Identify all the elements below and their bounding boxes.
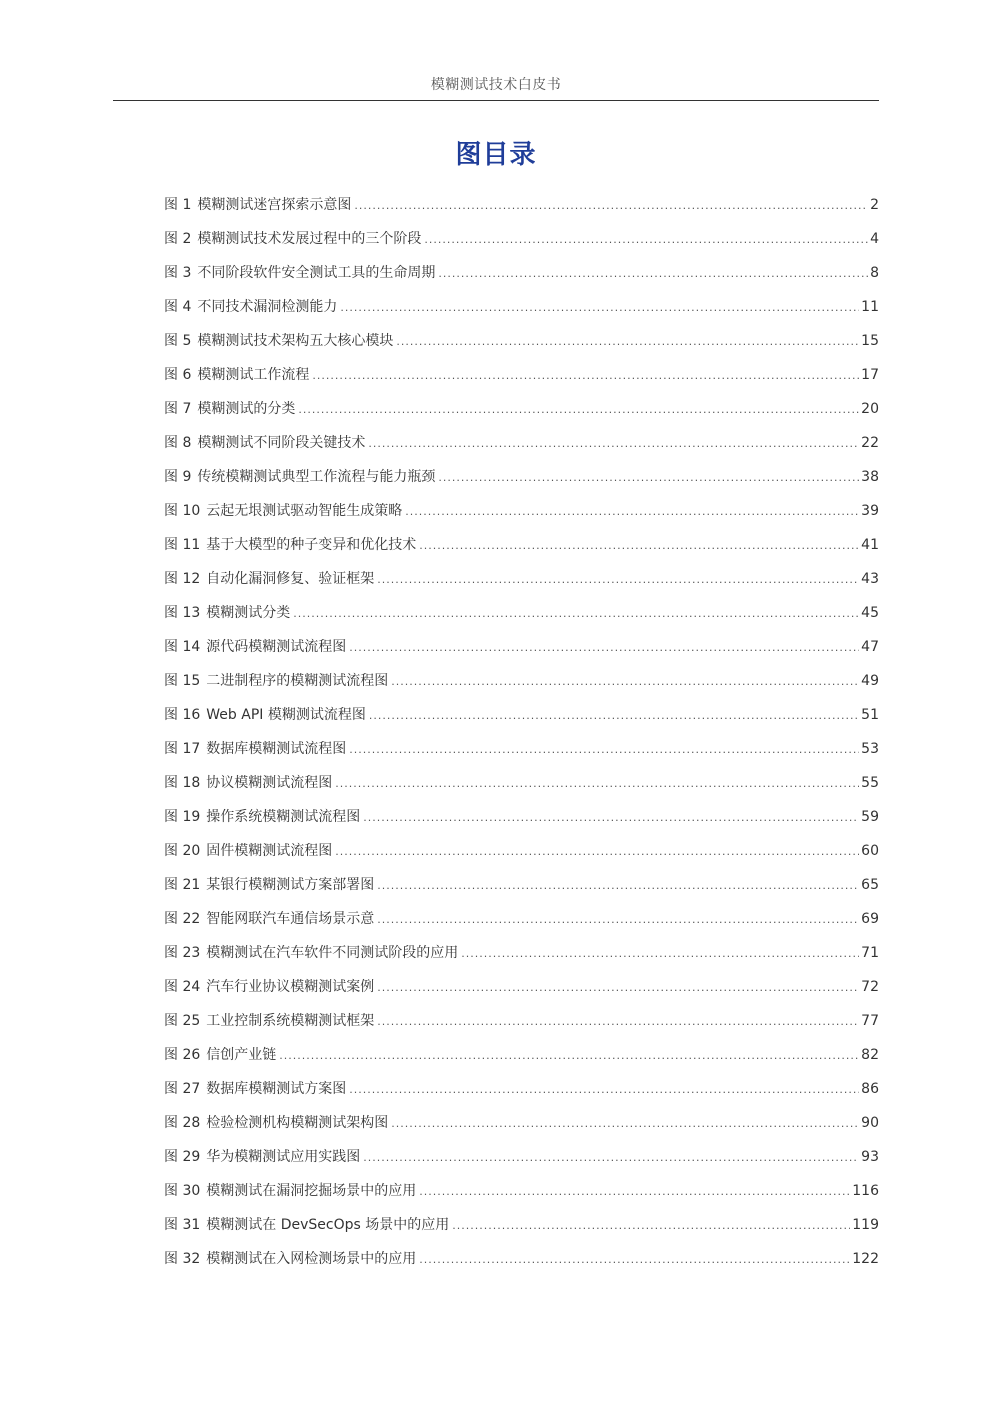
toc-entry-label [164,874,374,896]
toc-entry[interactable] [164,738,879,772]
toc-figure-number: 图 30 [164,1183,201,1199]
toc-dot-leader [419,1181,850,1203]
toc-entry[interactable] [164,908,879,942]
toc-dot-leader [349,637,859,659]
toc-entry[interactable] [164,1112,879,1146]
toc-figure-title: 自动化漏洞修复、验证框架 [206,571,375,587]
toc-dot-leader [419,535,859,557]
toc-page-number: 69 [861,911,879,927]
toc-entry-label [164,670,388,692]
toc-figure-number: 图 22 [164,911,201,927]
toc-figure-title: 模糊测试的分类 [197,401,296,417]
toc-figure-number: 图 20 [164,843,201,859]
toc-page-number: 20 [861,401,879,417]
toc-entry-label [164,364,309,386]
toc-entry-label [164,704,366,726]
toc-entry[interactable] [164,1146,879,1180]
toc-dot-leader [340,297,859,319]
toc-entry-label [164,738,346,760]
toc-figure-title: 某银行模糊测试方案部署图 [206,877,375,893]
toc-dot-leader [377,875,859,897]
toc-dot-leader [298,399,859,421]
toc-entry[interactable] [164,364,879,398]
toc-page-number: 90 [861,1115,879,1131]
toc-entry-label [164,1180,416,1202]
toc-entry-label [164,976,374,998]
toc-dot-leader [349,739,859,761]
toc-figure-number: 图 23 [164,945,201,961]
toc-dot-leader [377,569,859,591]
toc-dot-leader [312,365,859,387]
toc-entry-label [164,330,393,352]
toc-dot-leader [377,909,859,931]
toc-dot-leader [438,467,859,489]
toc-entry[interactable] [164,466,879,500]
toc-figure-number: 图 18 [164,775,201,791]
toc-page-number: 38 [861,469,879,485]
toc-figure-title: 源代码模糊测试流程图 [206,639,347,655]
toc-page-number: 17 [861,367,879,383]
figure-toc-list [164,194,879,1282]
toc-entry[interactable] [164,772,879,806]
toc-page-number: 2 [870,197,879,213]
toc-figure-number: 图 13 [164,605,201,621]
toc-page-number: 53 [861,741,879,757]
toc-page-number: 55 [861,775,879,791]
toc-entry-label [164,942,458,964]
toc-figure-title: 数据库模糊测试方案图 [206,1081,347,1097]
toc-figure-title: 模糊测试在漏洞挖掘场景中的应用 [206,1183,417,1199]
toc-entry[interactable] [164,1078,879,1112]
toc-entry[interactable] [164,534,879,568]
toc-figure-title: 华为模糊测试应用实践图 [206,1149,361,1165]
toc-entry[interactable] [164,636,879,670]
toc-dot-leader [363,1147,859,1169]
toc-dot-leader [279,1045,859,1067]
toc-figure-title: 模糊测试工作流程 [197,367,310,383]
toc-dot-leader [419,1249,850,1271]
toc-figure-number: 图 2 [164,231,192,247]
toc-page-number: 22 [861,435,879,451]
toc-entry[interactable] [164,942,879,976]
toc-page-number: 43 [861,571,879,587]
toc-figure-title: 不同阶段软件安全测试工具的生命周期 [197,265,436,281]
toc-page-number: 60 [861,843,879,859]
toc-entry[interactable] [164,976,879,1010]
toc-entry[interactable] [164,840,879,874]
toc-entry-label [164,228,421,250]
toc-entry-label [164,806,360,828]
toc-dot-leader [354,195,868,217]
toc-figure-number: 图 4 [164,299,192,315]
toc-figure-title: 模糊测试在入网检测场景中的应用 [206,1251,417,1267]
toc-entry-label [164,602,290,624]
toc-figure-title: 汽车行业协议模糊测试案例 [206,979,375,995]
toc-entry[interactable] [164,262,879,296]
toc-dot-leader [335,841,859,863]
toc-figure-title: 模糊测试迷宫探索示意图 [197,197,352,213]
toc-entry[interactable] [164,568,879,602]
toc-entry[interactable] [164,1010,879,1044]
toc-figure-number: 图 31 [164,1217,201,1233]
toc-figure-number: 图 25 [164,1013,201,1029]
toc-figure-title: 工业控制系统模糊测试框架 [206,1013,375,1029]
toc-figure-title: 模糊测试在汽车软件不同测试阶段的应用 [206,945,459,961]
toc-page-number: 39 [861,503,879,519]
toc-entry[interactable] [164,1044,879,1078]
toc-figure-number: 图 8 [164,435,192,451]
toc-figure-number: 图 12 [164,571,201,587]
toc-dot-leader [293,603,859,625]
toc-figure-number: 图 10 [164,503,201,519]
toc-entry-label [164,466,435,488]
toc-page-number: 59 [861,809,879,825]
toc-figure-number: 图 15 [164,673,201,689]
toc-entry-label [164,1078,346,1100]
toc-dot-leader [368,433,859,455]
toc-figure-number: 图 24 [164,979,201,995]
toc-page-number: 72 [861,979,879,995]
toc-page-number: 71 [861,945,879,961]
toc-entry-label [164,1248,416,1270]
toc-figure-number: 图 11 [164,537,201,553]
toc-entry-label [164,398,295,420]
page-header [113,74,879,101]
toc-page-number: 122 [852,1251,879,1267]
toc-dot-leader [461,943,859,965]
toc-figure-title: 操作系统模糊测试流程图 [206,809,361,825]
toc-entry-label [164,1112,388,1134]
toc-entry[interactable] [164,670,879,704]
toc-dot-leader [405,501,859,523]
toc-entry[interactable] [164,1180,879,1214]
toc-page-number: 86 [861,1081,879,1097]
toc-figure-number: 图 1 [164,197,192,213]
toc-figure-number: 图 14 [164,639,201,655]
toc-page-number: 82 [861,1047,879,1063]
toc-entry-label [164,908,374,930]
toc-dot-leader [363,807,859,829]
toc-page-number: 119 [852,1217,879,1233]
toc-entry[interactable] [164,432,879,466]
toc-entry[interactable] [164,1214,879,1248]
toc-figure-title: 检验检测机构模糊测试架构图 [206,1115,389,1131]
toc-figure-title: 模糊测试分类 [206,605,291,621]
toc-figure-number: 图 21 [164,877,201,893]
toc-page-number: 41 [861,537,879,553]
toc-entry[interactable] [164,1248,879,1282]
toc-entry-label [164,568,374,590]
toc-figure-title: 传统模糊测试典型工作流程与能力瓶颈 [197,469,436,485]
toc-entry[interactable] [164,398,879,432]
toc-entry-label [164,262,435,284]
toc-entry-label [164,772,332,794]
toc-figure-title: 模糊测试不同阶段关键技术 [197,435,366,451]
toc-figure-number: 图 7 [164,401,192,417]
toc-entry[interactable] [164,500,879,534]
toc-dot-leader [396,331,859,353]
toc-entry[interactable] [164,602,879,636]
toc-page-number: 93 [861,1149,879,1165]
toc-figure-title: 不同技术漏洞检测能力 [197,299,338,315]
toc-entry[interactable] [164,194,879,228]
page-title: 图目录 [455,140,537,170]
toc-page-number: 77 [861,1013,879,1029]
toc-entry-label [164,1146,360,1168]
toc-entry[interactable] [164,806,879,840]
toc-entry[interactable] [164,704,879,738]
toc-dot-leader [391,1113,859,1135]
toc-entry-label [164,636,346,658]
header-title: 模糊测试技术白皮书 [430,77,562,93]
toc-entry[interactable] [164,874,879,908]
toc-figure-title: 固件模糊测试流程图 [206,843,333,859]
toc-figure-number: 图 17 [164,741,201,757]
toc-figure-number: 图 19 [164,809,201,825]
toc-figure-title: Web API 模糊测试流程图 [206,707,366,723]
toc-page-number: 4 [870,231,879,247]
toc-figure-title: 模糊测试在 DevSecOps 场景中的应用 [206,1217,450,1233]
toc-figure-title: 二进制程序的模糊测试流程图 [206,673,389,689]
toc-entry-label [164,500,402,522]
toc-entry[interactable] [164,296,879,330]
toc-entry[interactable] [164,330,879,364]
toc-dot-leader [424,229,868,251]
toc-figure-number: 图 29 [164,1149,201,1165]
toc-entry-label [164,296,337,318]
toc-dot-leader [377,1011,859,1033]
toc-page-number: 47 [861,639,879,655]
toc-page-number: 49 [861,673,879,689]
toc-figure-number: 图 6 [164,367,192,383]
toc-entry-label [164,534,416,556]
toc-figure-title: 云起无垠测试驱动智能生成策略 [206,503,403,519]
toc-figure-title: 模糊测试技术发展过程中的三个阶段 [197,231,422,247]
toc-page-number: 15 [861,333,879,349]
toc-page-number: 51 [861,707,879,723]
toc-page-number: 45 [861,605,879,621]
toc-figure-title: 智能网联汽车通信场景示意 [206,911,375,927]
toc-figure-number: 图 3 [164,265,192,281]
toc-entry[interactable] [164,228,879,262]
toc-entry-label [164,1044,276,1066]
toc-figure-number: 图 27 [164,1081,201,1097]
toc-dot-leader [349,1079,859,1101]
toc-figure-number: 图 32 [164,1251,201,1267]
toc-entry-label [164,1010,374,1032]
toc-dot-leader [377,977,859,999]
toc-page-number: 116 [852,1183,879,1199]
toc-entry-label [164,1214,449,1236]
toc-figure-number: 图 9 [164,469,192,485]
toc-figure-number: 图 16 [164,707,201,723]
toc-figure-title: 协议模糊测试流程图 [206,775,333,791]
toc-figure-number: 图 28 [164,1115,201,1131]
toc-figure-number: 图 26 [164,1047,201,1063]
toc-figure-title: 信创产业链 [206,1047,277,1063]
toc-entry-label [164,432,365,454]
toc-dot-leader [369,705,859,727]
toc-figure-title: 模糊测试技术架构五大核心模块 [197,333,394,349]
toc-dot-leader [391,671,859,693]
toc-entry-label [164,194,351,216]
toc-entry-label [164,840,332,862]
toc-page-number: 8 [870,265,879,281]
toc-page-number: 11 [861,299,879,315]
toc-figure-number: 图 5 [164,333,192,349]
toc-dot-leader [335,773,859,795]
toc-dot-leader [452,1215,850,1237]
toc-dot-leader [438,263,868,285]
toc-page-number: 65 [861,877,879,893]
toc-figure-title: 基于大模型的种子变异和优化技术 [206,537,417,553]
toc-figure-title: 数据库模糊测试流程图 [206,741,347,757]
